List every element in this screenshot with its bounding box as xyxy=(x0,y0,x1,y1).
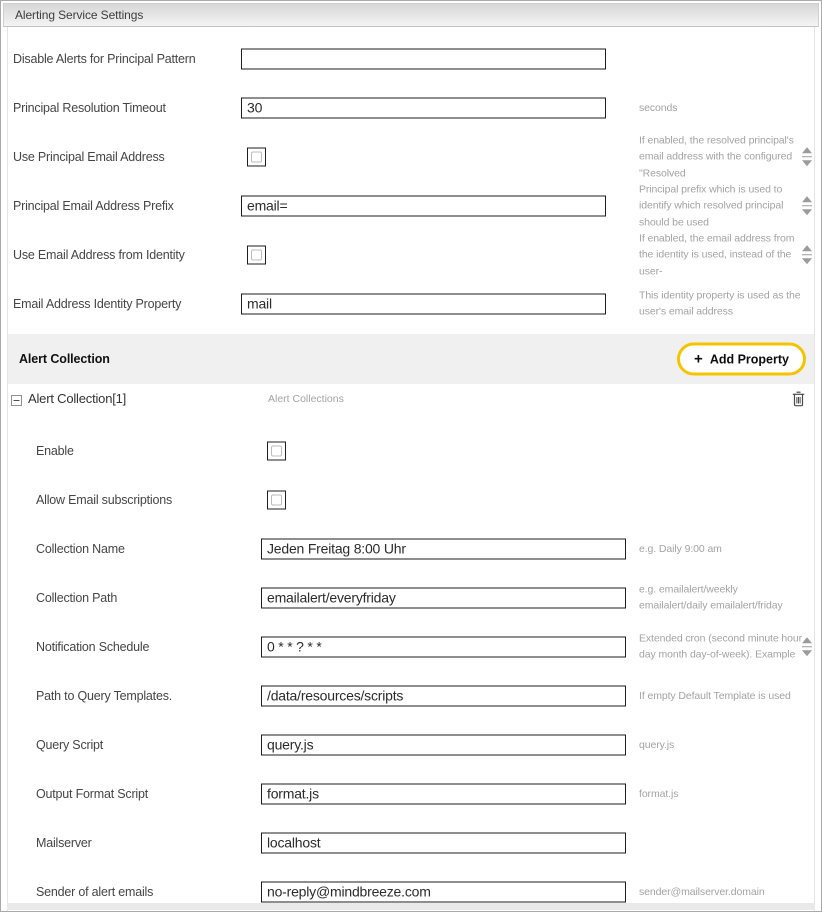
email-identity-property-input[interactable] xyxy=(241,293,606,314)
scroll-down-icon[interactable] xyxy=(802,160,812,166)
field-help: This identity property is used as the user's email address xyxy=(639,289,801,318)
help-scroll-control[interactable] xyxy=(802,147,812,167)
field-label: Email Address Identity Property xyxy=(13,296,182,311)
scroll-divider xyxy=(802,646,812,648)
form-row xyxy=(8,83,814,132)
scroll-down-icon[interactable] xyxy=(802,209,812,215)
collection-name-input[interactable] xyxy=(261,538,626,559)
plus-icon: + xyxy=(694,350,703,368)
form-row xyxy=(8,426,814,475)
item-hint: Alert Collections xyxy=(268,393,344,405)
use-email-from-identity-checkbox[interactable] xyxy=(247,245,266,264)
form-row xyxy=(8,34,814,83)
scroll-up-icon[interactable] xyxy=(802,637,812,643)
mailserver-input[interactable] xyxy=(261,832,626,853)
form-row xyxy=(8,230,814,279)
scroll-divider xyxy=(802,254,812,256)
field-label: Allow Email subscriptions xyxy=(36,492,173,507)
field-help: If empty Default Template is used xyxy=(639,689,791,702)
settings-form xyxy=(7,27,815,911)
checkbox-inner xyxy=(251,151,262,162)
field-help: e.g. emailalert/weekly emailalert/daily emailalert/friday xyxy=(639,583,783,612)
page-title: Alerting Service Settings xyxy=(3,3,819,27)
form-row xyxy=(8,769,814,818)
form-row xyxy=(8,818,814,867)
form-row xyxy=(8,132,814,181)
help-scroll-control[interactable] xyxy=(802,245,812,265)
field-label: Query Script xyxy=(36,737,104,752)
use-principal-email-checkbox[interactable] xyxy=(247,147,266,166)
scroll-divider xyxy=(802,156,812,158)
field-label: Principal Email Address Prefix xyxy=(13,198,174,213)
field-label: Disable Alerts for Principal Pattern xyxy=(13,51,196,66)
disable-alerts-pattern-input[interactable] xyxy=(241,48,606,69)
scroll-divider xyxy=(802,205,812,207)
form-row xyxy=(8,279,814,328)
form-row xyxy=(8,475,814,524)
section-title: Alert Collection xyxy=(19,352,110,366)
alert-collection-item-body xyxy=(8,426,814,912)
checkbox-inner xyxy=(271,445,282,456)
alerting-settings-section xyxy=(8,27,814,328)
notification-schedule-input[interactable] xyxy=(261,636,626,657)
alert-collection-item-header xyxy=(8,384,814,426)
form-row xyxy=(8,671,814,720)
field-help: Principal prefix which is used to identify which resolved principal should be used xyxy=(639,182,784,228)
field-help: Extended cron (second minute hour day month day-of-week). Example xyxy=(639,632,803,661)
item-title: Alert Collection[1] xyxy=(28,391,127,406)
field-label: Path to Query Templates. xyxy=(36,688,173,703)
query-script-input[interactable] xyxy=(261,734,626,755)
scroll-down-icon[interactable] xyxy=(802,650,812,656)
field-label: Use Principal Email Address xyxy=(13,149,165,164)
alert-collection-section-header xyxy=(8,334,814,384)
help-scroll-control[interactable] xyxy=(802,637,812,657)
collapse-icon[interactable] xyxy=(11,393,22,404)
field-label: Notification Schedule xyxy=(36,639,150,654)
field-label: Output Format Script xyxy=(36,786,149,801)
page-bottom-strip xyxy=(7,903,815,910)
scroll-up-icon[interactable] xyxy=(802,245,812,251)
form-row xyxy=(8,181,814,230)
scroll-down-icon[interactable] xyxy=(802,258,812,264)
checkbox-inner xyxy=(251,249,262,260)
checkbox-inner xyxy=(271,494,282,505)
field-help: e.g. Daily 9:00 am xyxy=(639,542,722,555)
sender-of-alert-emails-input[interactable] xyxy=(261,881,626,902)
form-row xyxy=(8,622,814,671)
form-row xyxy=(8,524,814,573)
field-label: Collection Name xyxy=(36,541,125,556)
principal-resolution-timeout-input[interactable] xyxy=(241,97,606,118)
allow-email-subscriptions-checkbox[interactable] xyxy=(267,490,286,509)
delete-item-button[interactable] xyxy=(791,390,806,407)
form-row xyxy=(8,720,814,769)
field-label: Collection Path xyxy=(36,590,118,605)
query-templates-path-input[interactable] xyxy=(261,685,626,706)
field-label: Sender of alert emails xyxy=(36,884,154,899)
field-help: If enabled, the email address from the identity is used, instead of the user- xyxy=(639,231,795,277)
scroll-up-icon[interactable] xyxy=(802,196,812,202)
principal-email-prefix-input[interactable] xyxy=(241,195,606,216)
output-format-script-input[interactable] xyxy=(261,783,626,804)
field-help: seconds xyxy=(639,101,678,114)
field-label: Enable xyxy=(36,443,74,458)
add-property-label: Add Property xyxy=(709,352,789,366)
field-label: Mailserver xyxy=(36,835,92,850)
field-label: Use Email Address from Identity xyxy=(13,247,185,262)
scroll-up-icon[interactable] xyxy=(802,147,812,153)
field-help: format.js xyxy=(639,787,679,800)
form-row xyxy=(8,573,814,622)
field-help: If enabled, the resolved principal's email address with the configured "Resolved xyxy=(639,133,794,179)
field-help: sender@mailserver.domain xyxy=(639,885,765,898)
add-property-button[interactable] xyxy=(677,343,806,376)
help-scroll-control[interactable] xyxy=(802,196,812,216)
collection-path-input[interactable] xyxy=(261,587,626,608)
trash-icon xyxy=(791,390,806,407)
field-help: query.js xyxy=(639,738,675,751)
field-label: Principal Resolution Timeout xyxy=(13,100,166,115)
enable-checkbox[interactable] xyxy=(267,441,286,460)
